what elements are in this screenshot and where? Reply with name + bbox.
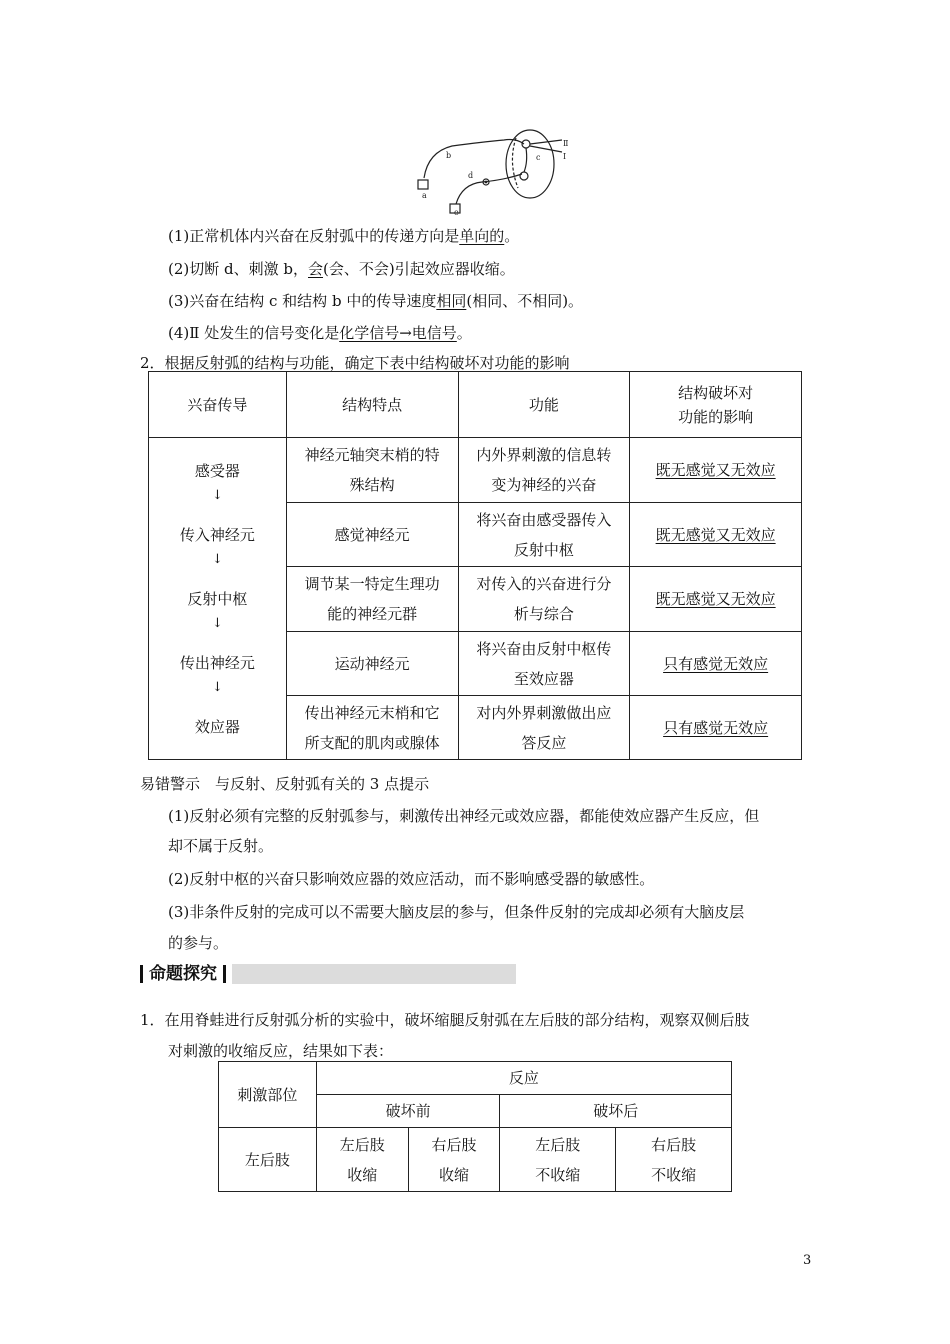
section2-title: 2．根据反射弧的结构与功能，确定下表中结构破坏对功能的影响 [140,354,570,372]
warning-p1-line2: 却不属于反射。 [168,837,274,855]
result-line: 左后肢 [339,1135,385,1154]
warning-p3-line1: (3)非条件反射的完成可以不需要大脑皮层的参与，但条件反射的完成却必须有大脑皮层 [168,903,745,921]
page-number: 3 [803,1253,812,1268]
result-line: 不收缩 [535,1165,581,1184]
header-after: 破坏后 [500,1095,732,1128]
receptor-box [418,180,428,189]
result-cell [316,1128,408,1192]
chain-arrow-icon: ↓ [211,551,223,567]
result-line: 右后肢 [651,1135,697,1154]
feature-cell [286,503,458,567]
feature-line: 殊结构 [349,476,395,494]
heading-bar-right-icon [223,965,226,983]
function-cell [458,503,630,567]
reflex-arc-figure [412,122,574,218]
label-i: Ⅰ [563,152,567,161]
label-e: e [454,208,459,217]
q1-answer: 单向的 [459,227,505,245]
label-d: d [468,171,474,180]
chain-arrow-icon: ↓ [211,679,223,695]
result-line: 收缩 [439,1165,470,1184]
label-a: a [422,191,427,200]
q4-end: 。 [456,324,472,342]
result-line: 左后肢 [535,1135,581,1154]
question-1 [168,225,519,247]
impact-answer: 既无感觉又无效应 [655,590,776,608]
impact-cell [630,438,802,503]
heading-bar-left-icon [140,965,143,983]
function-line: 至效应器 [513,669,574,688]
q1-text: (1)正常机体内兴奋在反射弧中的传递方向是 [168,227,460,245]
conduction-chain [149,438,287,760]
warning-p2: (2)反射中枢的兴奋只影响效应器的效应活动，而不影响感受器的敏感性。 [168,870,655,888]
question-3 [168,290,583,312]
header-stim-site: 刺激部位 [219,1062,317,1128]
result-cell [616,1128,732,1192]
chain-afferent: 传入神经元 [179,525,255,544]
feature-cell [286,632,458,696]
chain-receptor: 感受器 [194,461,240,480]
result-line: 右后肢 [431,1135,477,1154]
header-function: 功能 [458,372,630,438]
header-impact [630,372,802,438]
result-line: 收缩 [347,1165,378,1184]
label-c: c [536,153,541,162]
function-line: 内外界刺激的信息转 [476,446,612,464]
q2-end: (会、不会)引起效应器收缩。 [323,260,515,278]
impact-answer: 只有感觉无效应 [663,718,769,737]
impact-answer: 只有感觉无效应 [663,654,769,673]
chain-center: 反射中枢 [187,589,248,608]
q4-answer: 化学信号→电信号 [339,324,457,342]
label-b: b [446,151,452,160]
function-cell [458,632,630,696]
impact-cell [630,696,802,760]
q3-answer: 相同 [436,292,467,310]
section-heading-label: 命题探究 [149,964,217,984]
result-line: 不收缩 [651,1165,697,1184]
feature-line: 能的神经元群 [327,605,418,623]
neuron-2 [520,172,528,180]
row-label: 左后肢 [219,1128,317,1192]
q1-end: 。 [504,227,520,245]
function-line: 析与综合 [513,605,574,623]
header-impact-line1: 结构破坏对 [678,383,754,402]
explore-q1-line2: 对刺激的收缩反应，结果如下表： [168,1042,394,1060]
q4-text: (4)Ⅱ 处发生的信号变化是 [168,324,340,342]
function-line: 答反应 [521,733,567,752]
warning-title: 易错警示 与反射、反射弧有关的 3 点提示 [140,775,430,793]
impact-answer: 既无感觉又无效应 [655,461,776,479]
label-ii: Ⅱ [563,139,569,148]
result-cell [500,1128,616,1192]
function-cell [458,438,630,503]
feature-line: 感觉神经元 [334,525,410,544]
chain-arrow-icon: ↓ [211,487,223,503]
function-line: 将兴奋由感受器传入 [476,510,612,529]
impact-cell [630,567,802,632]
feature-cell [286,567,458,632]
header-impact-line2: 功能的影响 [678,407,754,426]
experiment-table [218,1061,732,1192]
feature-line: 调节某一特定生理功 [304,575,440,593]
function-line: 对内外界刺激做出应 [476,703,612,722]
header-before: 破坏前 [316,1095,500,1128]
warning-p3-line2: 的参与。 [168,934,229,952]
function-line: 将兴奋由反射中枢传 [476,639,612,658]
efferent-nerve [456,174,522,204]
q3-end: (相同、不相同)。 [466,292,584,310]
header-feature: 结构特点 [286,372,458,438]
chain-effector: 效应器 [194,717,240,736]
section-heading [140,962,232,986]
feature-cell [286,438,458,503]
question-2 [168,258,515,280]
q2-text: (2)切断 d、刺激 b， [168,260,308,278]
function-cell [458,567,630,632]
question-4 [168,322,472,344]
feature-cell [286,696,458,760]
function-line: 反射中枢 [513,540,574,559]
feature-line: 所支配的肌肉或腺体 [304,733,440,752]
warning-p1-line1: (1)反射必须有完整的反射弧参与，刺激传出神经元或效应器，都能使效应器产生反应，但 [168,807,760,825]
q2-answer: 会 [308,260,324,278]
function-line: 对传入的兴奋进行分 [476,575,612,593]
impact-answer: 既无感觉又无效应 [655,525,776,544]
chain-efferent: 传出神经元 [179,653,255,672]
q3-text: (3)兴奋在结构 c 和结构 b 中的传导速度 [168,292,437,310]
header-conduction: 兴奋传导 [149,372,287,438]
reflex-arc-table [148,371,802,760]
feature-line: 传出神经元末梢和它 [304,703,440,722]
feature-line: 神经元轴突末梢的特 [304,446,440,464]
function-line: 变为神经的兴奋 [491,476,597,494]
chain-arrow-icon: ↓ [211,615,223,631]
explore-q1-line1: 1．在用脊蛙进行反射弧分析的实验中，破坏缩腿反射弧在左后肢的部分结构，观察双侧后肢 [140,1011,750,1029]
result-cell [408,1128,500,1192]
header-reaction: 反应 [316,1062,731,1095]
afferent-nerve [424,140,524,179]
impact-cell [630,632,802,696]
impact-cell [630,503,802,567]
function-cell [458,696,630,760]
feature-line: 运动神经元 [334,654,410,673]
